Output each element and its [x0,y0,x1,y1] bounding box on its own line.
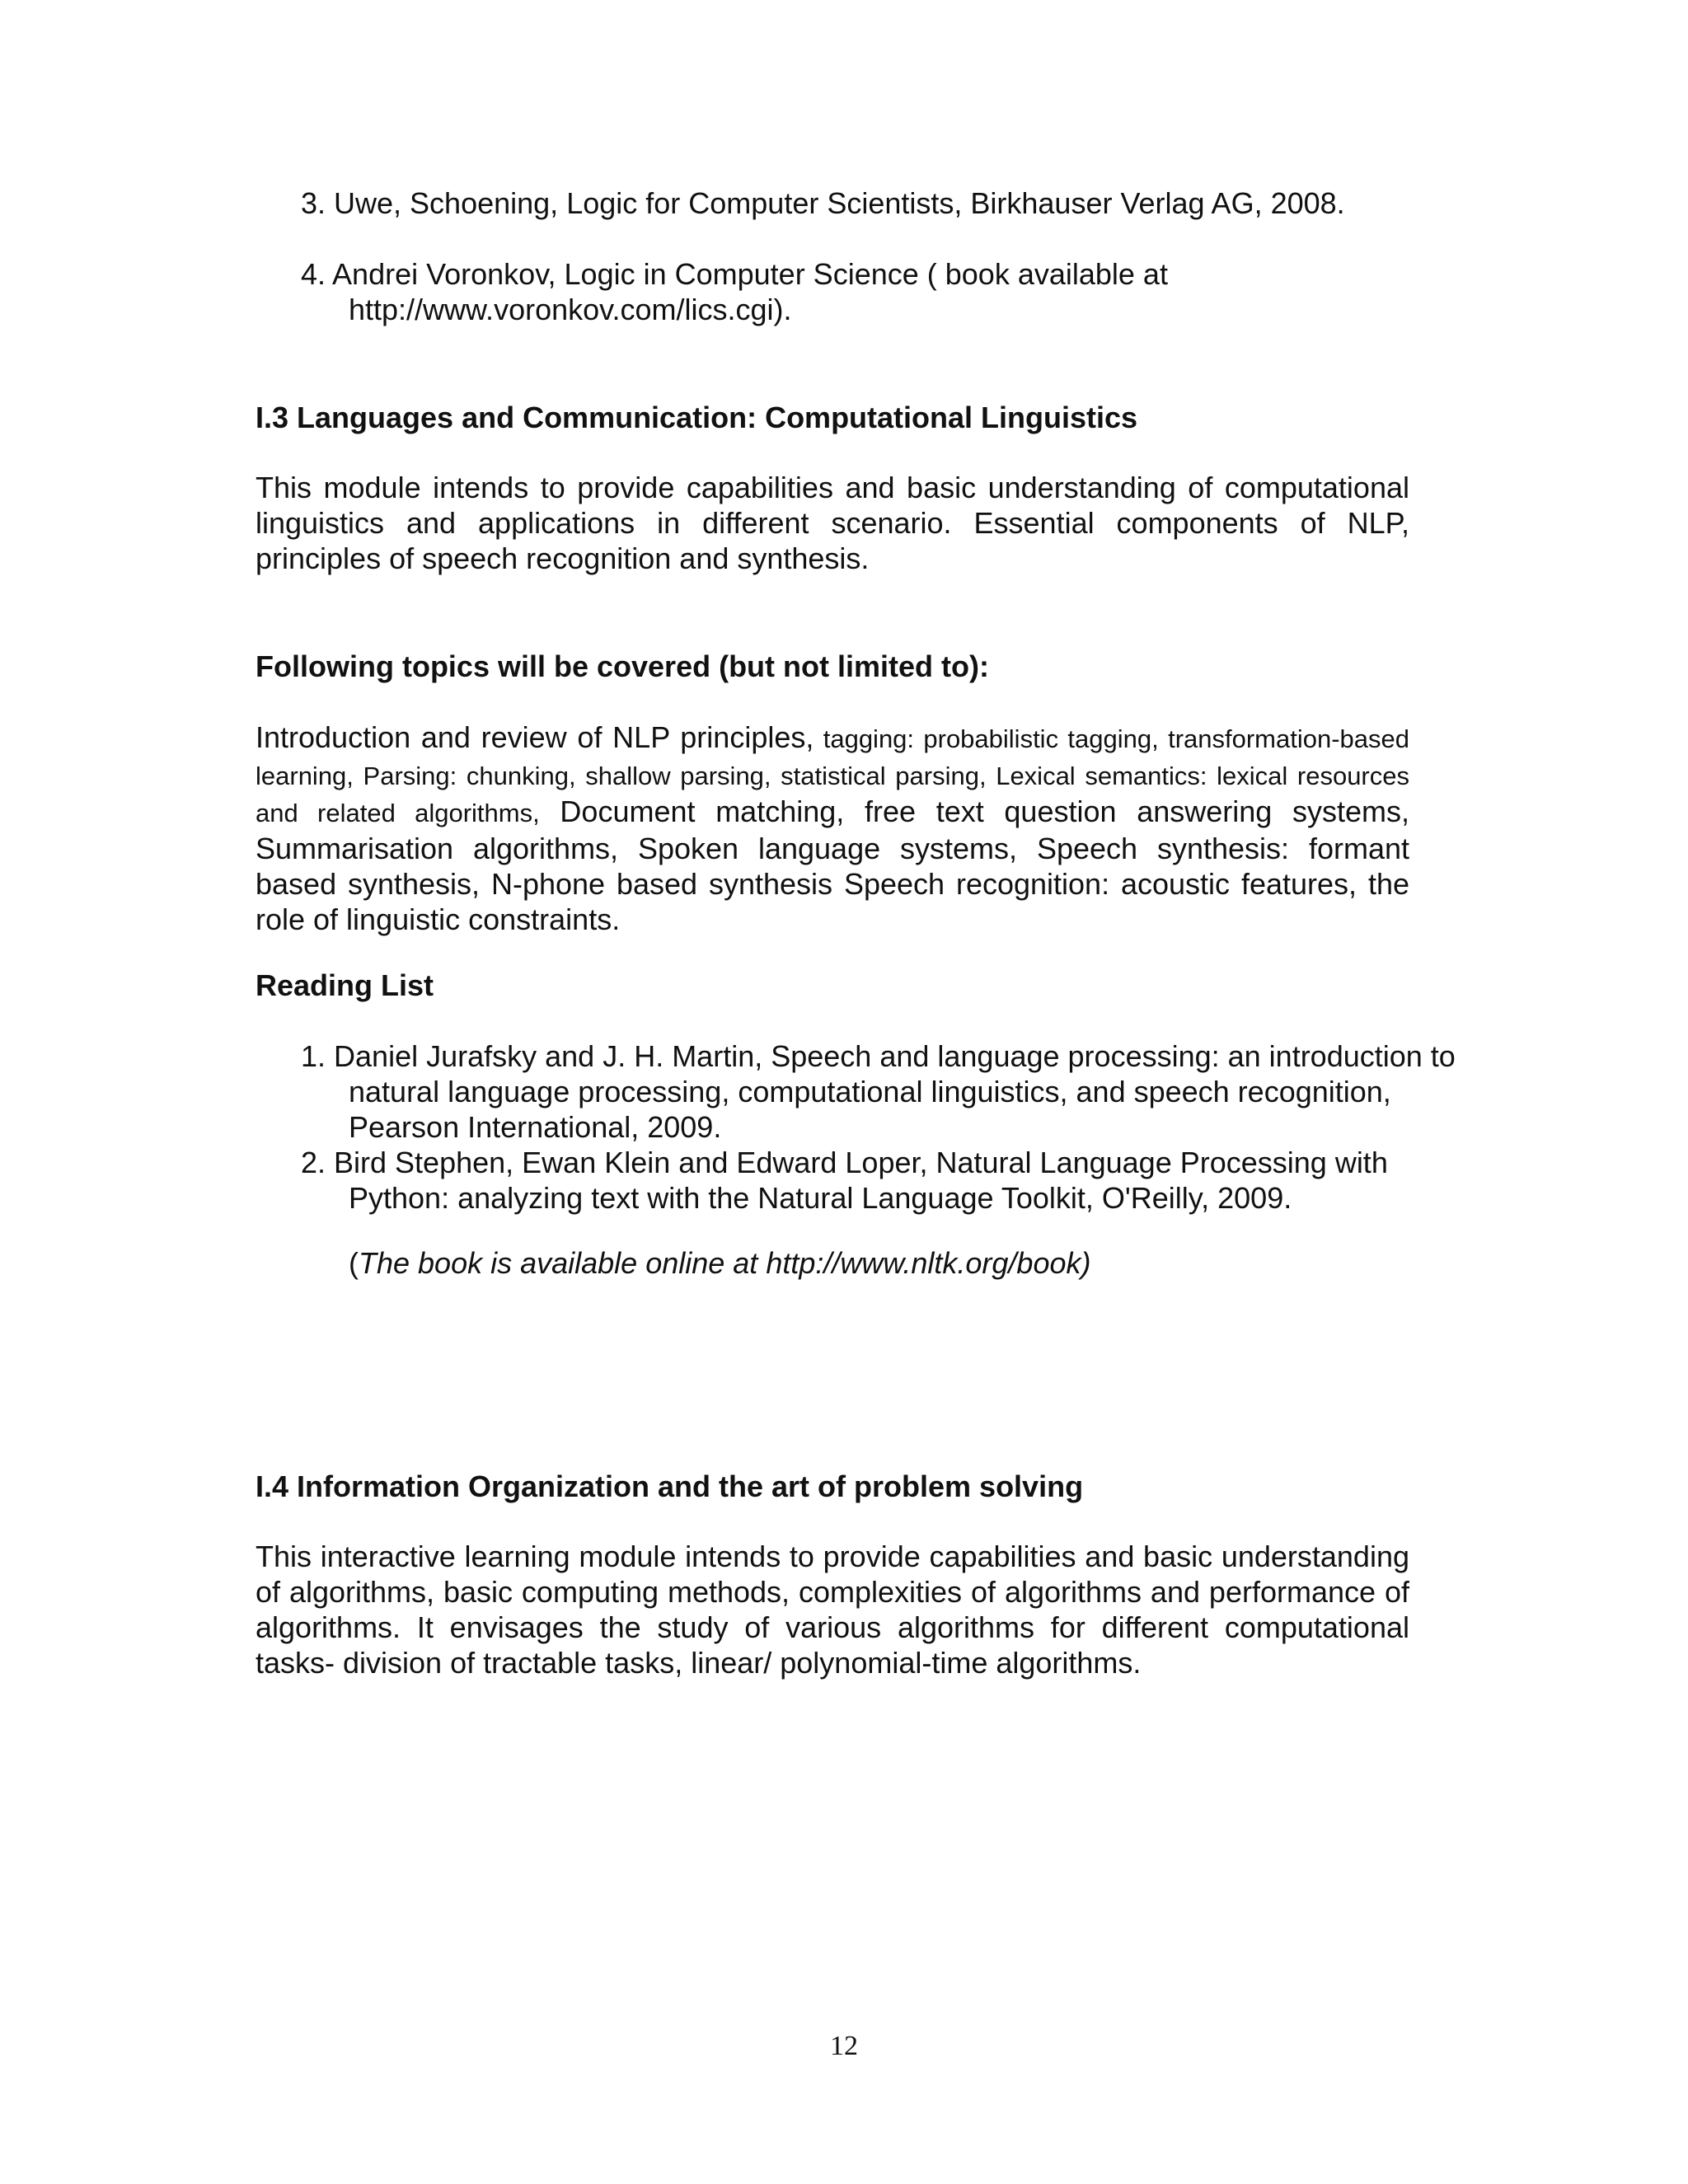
reading-list-note [349,1245,1409,1281]
note-text: The book is available online at http://www.nltk.org/book) [359,1246,1091,1280]
note-open-paren: ( [349,1246,359,1280]
section-i3-title: I.3 Languages and Communication: Computational Linguistics [256,401,1138,434]
reading-list-item-1: 1. Daniel Jurafsky and J. H. Martin, Speech and language processing: an introduction to natural language processing, computational linguistics, and speech recognition, Pearson International, 2009. [301,1039,1456,1144]
topics-heading: Following topics will be covered (but not limited to): [256,649,989,683]
topics-part-1: Introduction and review of NLP principles, [256,720,814,754]
page-number: 12 [830,2031,858,2061]
topics-paragraph [256,719,1409,937]
section-i4-intro: This interactive learning module intends to provide capabilities and basic understanding of algorithms, basic computing methods, complexities of algorithms and performance of algorithms. It envisages the study of various algorithms for different computational tasks- division of tractable tasks, linear/ polynomial-time algorithms. [256,1540,1409,1680]
reference-item-4: 4. Andrei Voronkov, Logic in Computer Science ( book available at http://www.voronkov.com/lics.cgi). [301,257,1168,326]
reading-list-heading: Reading List [256,968,434,1002]
section-i4-title: I.4 Information Organization and the art of problem solving [256,1469,1084,1503]
reading-list-item-2: 2. Bird Stephen, Ewan Klein and Edward Loper, Natural Language Processing with Python: analyzing text with the Natural Language Toolkit, O'Reilly, 2009. [301,1146,1388,1215]
topics-part-3: Document matching, free text question answering systems, Summarisation algorithms, Spoken language systems, Speech synthesis: formant based synthesis, N-phone based synthesis Speech recognition: acoustic features, the role of linguistic constraints. [256,794,1410,936]
section-i3-intro: This module intends to provide capabilities and basic understanding of computational linguistics and applications in different scenario. Essential components of NLP, principles of speech recognition and synthesis. [256,471,1409,575]
reference-item-3: 3. Uwe, Schoening, Logic for Computer Scientists, Birkhauser Verlag AG, 2008. [301,186,1345,220]
topics-part-2: tagging: probabilistic tagging, transformation-based learning, Parsing: chunking, shallow parsing, statistical parsing, Lexical semantics: lexical resources and related algorithms, [256,724,1410,827]
